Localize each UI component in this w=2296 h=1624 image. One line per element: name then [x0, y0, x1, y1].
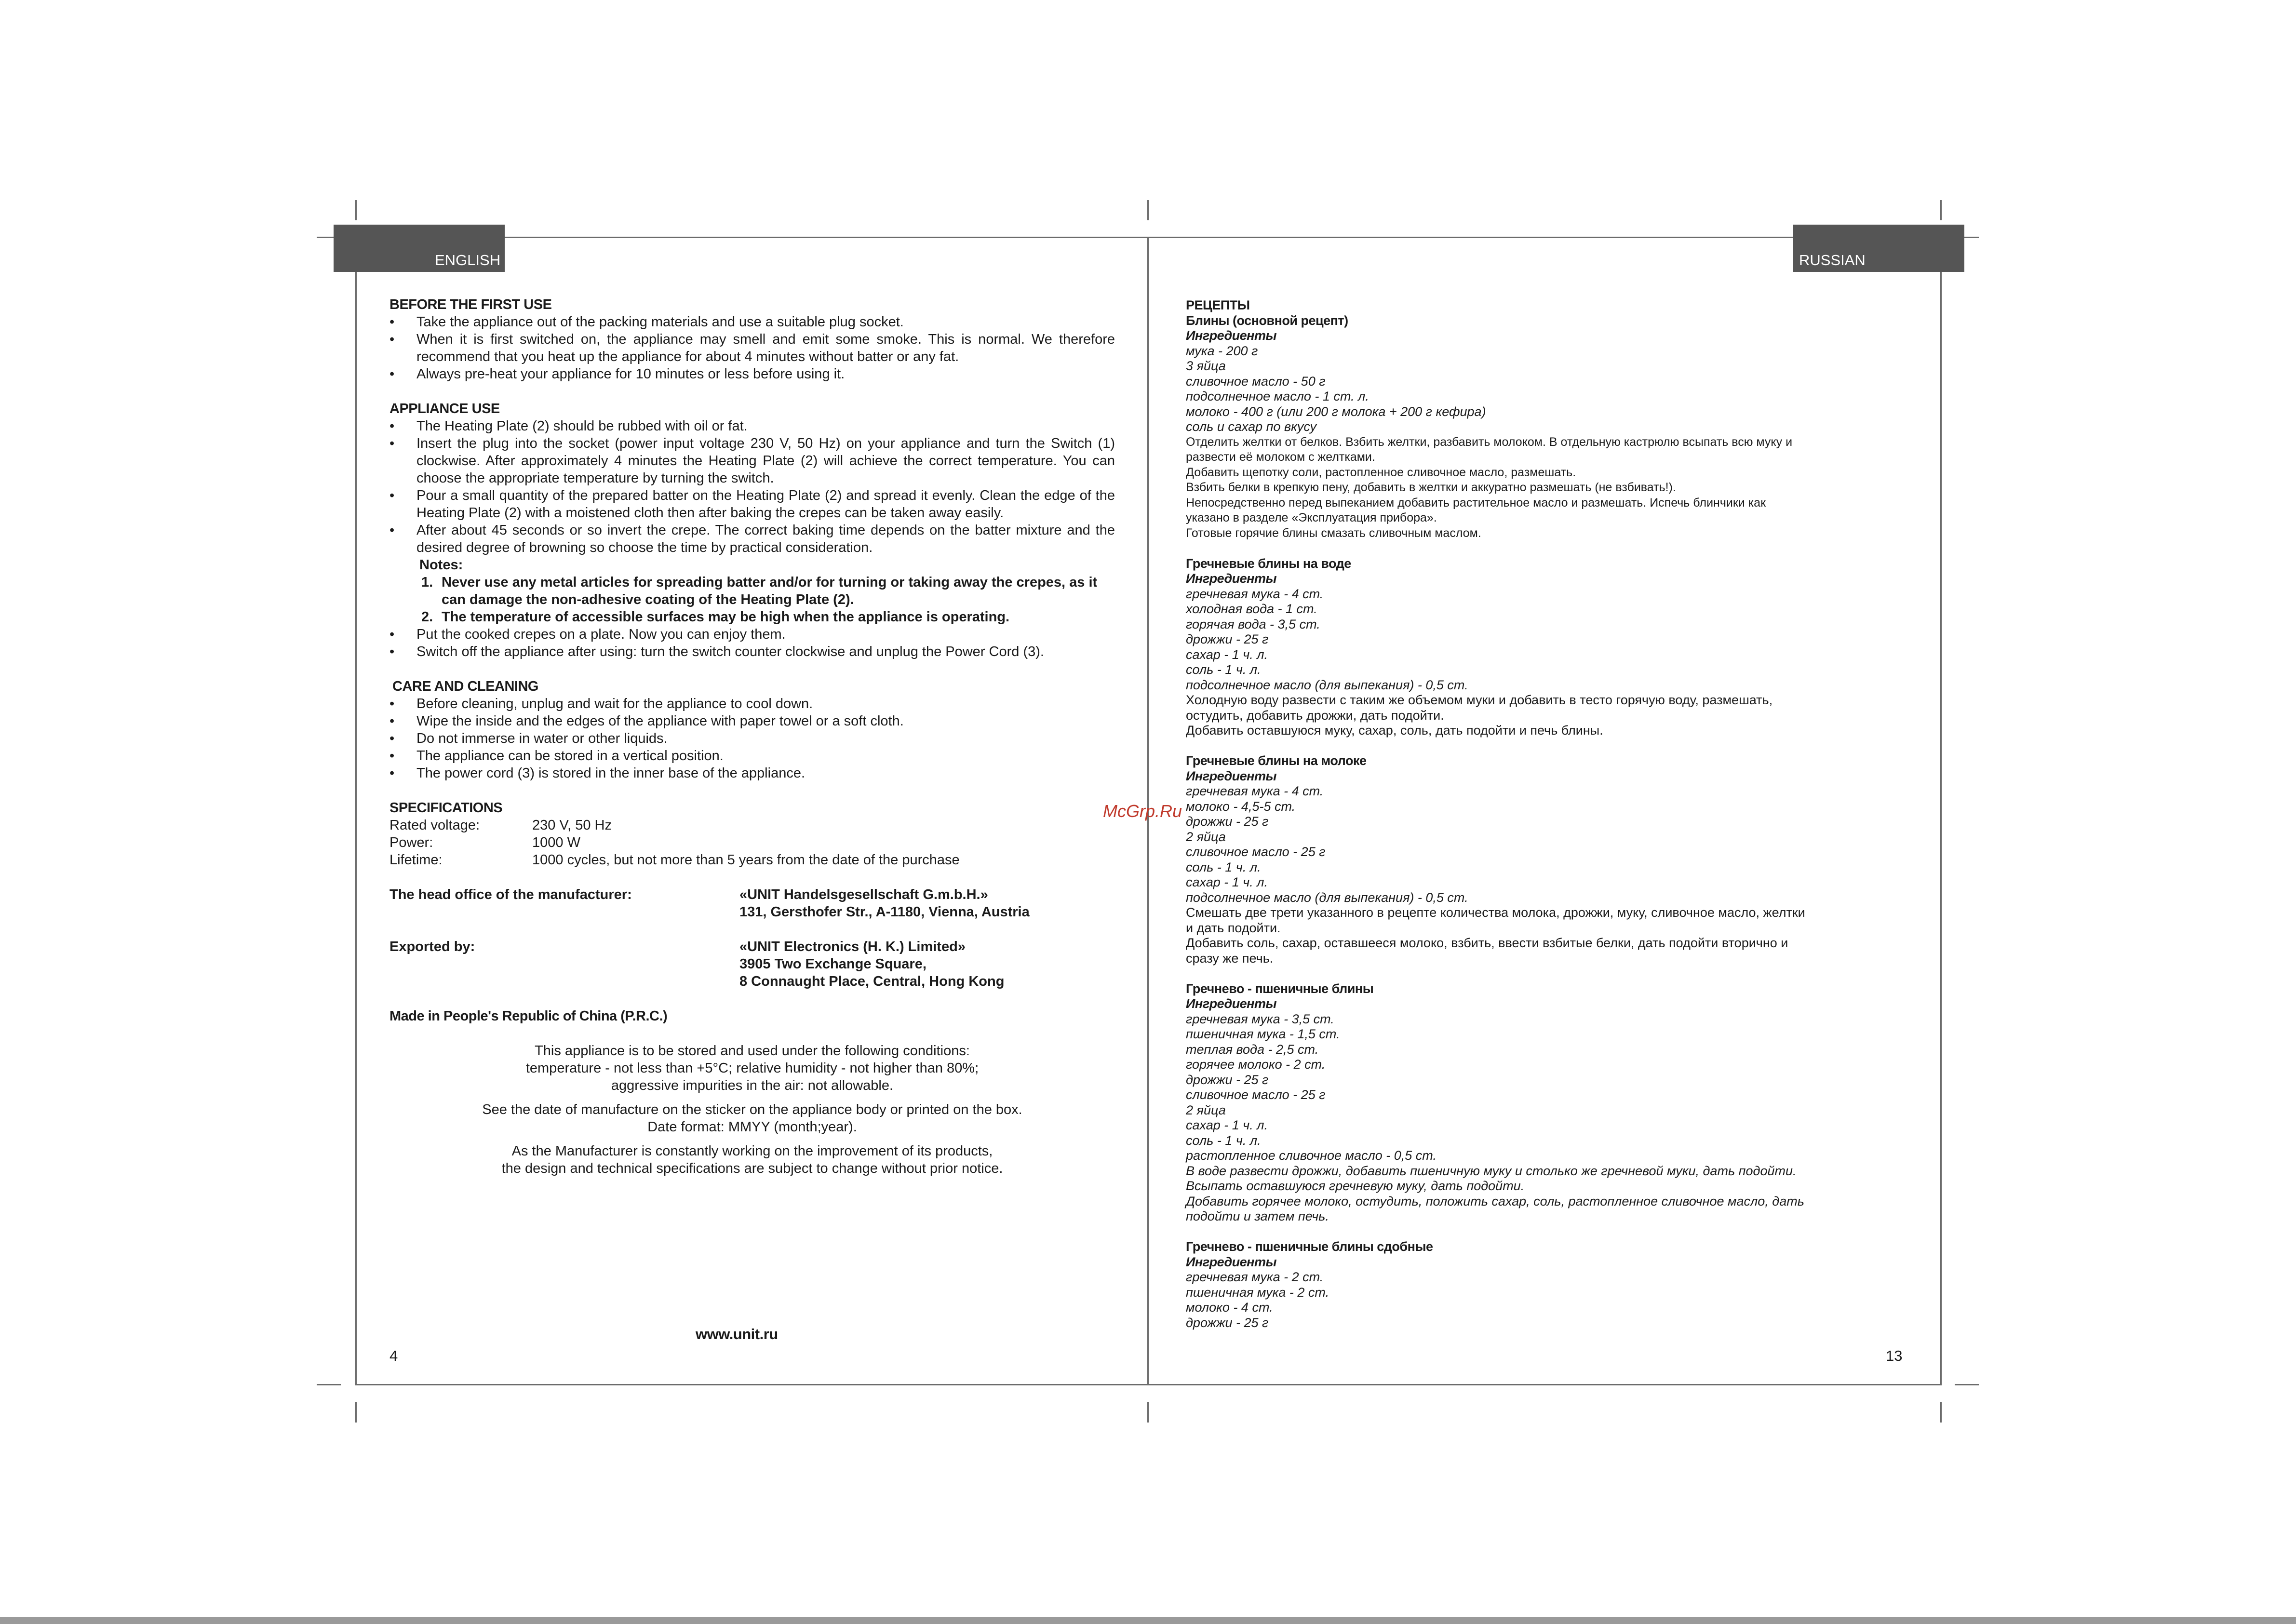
- ingredient: мука - 200 г: [1186, 343, 1258, 358]
- crop-mark-top-right: [1940, 200, 1942, 220]
- step-line: остудить, добавить дрожжи, дать подойти.: [1186, 708, 1444, 723]
- ingredient: 3 яйца: [1186, 359, 1226, 373]
- note-item: [389, 574, 1115, 608]
- ingredient: горячая вода - 3,5 ст.: [1186, 617, 1320, 631]
- note-item: [389, 608, 1115, 626]
- ingredient: гречневая мука - 3,5 ст.: [1186, 1011, 1334, 1026]
- list-item: • Take the appliance out of the packing materials and use a suitable plug socket.: [389, 313, 1115, 331]
- russian-page: [1186, 298, 1919, 1330]
- crop-mark-top-center: [1147, 200, 1149, 220]
- step-line: Добавить соль, сахар, оставшееся молоко, взбить, ввести взбитые белки, дать подойти вторично и: [1186, 936, 1788, 950]
- step-line: развести её молоком с желтками.: [1186, 450, 1375, 464]
- step-line: Отделить желтки от белков. Взбить желтки, разбавить молоком. В отдельную кастрюлю всыпать всю муку и: [1186, 435, 1793, 449]
- list-item: • Pour a small quantity of the prepared batter on the Heating Plate (2) and spread it evenly. Clean the edge of the Heating Plate (2) with a moistened cloth then after baking the crepes can be taken away easily.: [389, 487, 1115, 522]
- ingredient: горячее молоко - 2 ст.: [1186, 1057, 1326, 1072]
- address-line: 3905 Two Exchange Square,: [739, 956, 926, 972]
- spec-row: [389, 834, 1115, 851]
- list-item: • Wipe the inside and the edges of the appliance with paper towel or a soft cloth.: [389, 712, 1115, 730]
- ingredient: соль - 1 ч. л.: [1186, 1133, 1261, 1148]
- storage-conditions: [389, 1042, 1115, 1094]
- ingredient: 2 яйца: [1186, 829, 1226, 844]
- list-item: • Switch off the appliance after using: turn the switch counter clockwise and unplug the Power Cord (3).: [389, 643, 1115, 660]
- spec-value: 1000 W: [532, 835, 580, 850]
- crop-mark-bottom-left: [355, 1402, 357, 1423]
- list-item: • When it is first switched on, the appliance may smell and emit some smoke. This is normal. We therefore recommend that you heat up the appliance for about 4 minutes without batter or any fat.: [389, 331, 1115, 365]
- change-notice: [389, 1142, 1115, 1177]
- storage-line: This appliance is to be stored and used under the following conditions:: [535, 1043, 970, 1059]
- head-office-label: The head office of the manufacturer:: [389, 887, 632, 902]
- ingredient: молоко - 4,5-5 ст.: [1186, 799, 1296, 814]
- ingredient: сахар - 1 ч. л.: [1186, 647, 1268, 662]
- spec-key: Lifetime:: [389, 852, 443, 868]
- notes-label: Notes:: [419, 557, 463, 573]
- ingredient: сливочное масло - 25 г: [1186, 845, 1326, 859]
- step-line: и дать подойти.: [1186, 920, 1281, 935]
- head-office-block: [389, 886, 1115, 921]
- frame-left: [355, 237, 357, 1385]
- made-in-statement: Made in People's Republic of China (P.R.C.): [389, 1008, 668, 1024]
- storage-line: aggressive impurities in the air: not allowable.: [611, 1078, 894, 1093]
- watermark: McGrp.Ru: [1103, 801, 1182, 821]
- ingredient: гречневая мука - 2 ст.: [1186, 1270, 1324, 1284]
- list-item: • The Heating Plate (2) should be rubbed with oil or fat.: [389, 417, 1115, 435]
- storage-line: temperature - not less than +5°C; relative humidity - not higher than 80%;: [525, 1060, 979, 1076]
- crop-mark-bottom-right: [1940, 1402, 1942, 1423]
- language-tab-english: [334, 225, 505, 272]
- language-tab-russian-label: RUSSIAN: [1799, 252, 1866, 268]
- step-line: указано в разделе «Эксплуатация прибора».: [1186, 511, 1437, 524]
- ingredients-label: Ингредиенты: [1186, 768, 1277, 783]
- spec-key: Rated voltage:: [389, 818, 480, 833]
- step-line: Добавить оставшуюся муку, сахар, соль, дать подойти и печь блины.: [1186, 723, 1603, 738]
- section-title-appliance-use: APPLIANCE USE: [389, 401, 500, 416]
- ingredient: подсолнечное масло (для выпекания) - 0,5 ст.: [1186, 890, 1468, 905]
- recipe-title: Блины (основной рецепт): [1186, 313, 1348, 328]
- date-line: See the date of manufacture on the sticker on the appliance body or printed on the box.: [482, 1102, 1022, 1117]
- list-item: • Do not immerse in water or other liquids.: [389, 730, 1115, 747]
- ingredient: сливочное масло - 50 г: [1186, 374, 1326, 389]
- frame-right: [1940, 237, 1942, 1385]
- list-item: • Insert the plug into the socket (power input voltage 230 V, 50 Hz) on your appliance and turn the Switch (1) clockwise. After approximately 4 minutes the Heating Plate (2) will achieve the correct temperature. You can choose the appropriate temperature by turning the switch.: [389, 435, 1115, 487]
- address-line: «UNIT Electronics (H. K.) Limited»: [739, 939, 966, 954]
- recipes-title: РЕЦЕПТЫ: [1186, 298, 1250, 312]
- step-line: Готовые горячие блины смазать сливочным маслом.: [1186, 526, 1481, 540]
- crop-mark-top-left: [355, 200, 357, 220]
- spec-row: [389, 817, 1115, 834]
- exported-label: Exported by:: [389, 939, 475, 954]
- spec-key: Power:: [389, 835, 433, 850]
- notice-line: the design and technical specifications are subject to change without prior notice.: [501, 1161, 1003, 1176]
- list-item: • Put the cooked crepes on a plate. Now you can enjoy them.: [389, 626, 1115, 643]
- section-title-care-cleaning: CARE AND CLEANING: [392, 679, 538, 694]
- note-text: The temperature of accessible surfaces may be high when the appliance is operating.: [442, 609, 1010, 625]
- website-link[interactable]: www.unit.ru: [696, 1326, 778, 1342]
- section-title-before-first-use: BEFORE THE FIRST USE: [389, 297, 552, 312]
- crop-mark-left-bottom: [317, 1384, 341, 1385]
- ingredient: гречневая мука - 4 ст.: [1186, 784, 1324, 798]
- page-number-left: 4: [389, 1347, 398, 1364]
- recipe-title: Гречнево - пшеничные блины сдобные: [1186, 1239, 1433, 1254]
- step-line: Добавить горячее молоко, остудить, положить сахар, соль, растопленное сливочное масло, дать: [1186, 1194, 1804, 1208]
- address-line: 131, Gersthofer Str., A-1180, Vienna, Austria: [739, 904, 1030, 920]
- recipe-title: Гречневые блины на воде: [1186, 556, 1351, 571]
- ingredient: молоко - 400 г (или 200 г молока + 200 г кефира): [1186, 404, 1486, 419]
- list-item: • The power cord (3) is stored in the inner base of the appliance.: [389, 765, 1115, 782]
- language-tab-russian: [1793, 225, 1964, 272]
- ingredient: сахар - 1 ч. л.: [1186, 875, 1268, 889]
- ingredients-label: Ингредиенты: [1186, 328, 1277, 343]
- note-number: 1.: [421, 575, 433, 590]
- ingredient: теплая вода - 2,5 ст.: [1186, 1042, 1319, 1057]
- note-number: 2.: [421, 609, 433, 625]
- list-item: • Always pre-heat your appliance for 10 minutes or less before using it.: [389, 365, 1115, 383]
- exporter-block: [389, 938, 1115, 990]
- ingredients-label: Ингредиенты: [1186, 1254, 1277, 1269]
- step-line: В воде развести дрожжи, добавить пшеничную муку и столько же гречневой муки, дать подойти.: [1186, 1163, 1797, 1178]
- list-item: • The appliance can be stored in a vertical position.: [389, 747, 1115, 765]
- spec-value: 230 V, 50 Hz: [532, 818, 612, 833]
- step-line: Добавить щепотку соли, растопленное сливочное масло, размешать.: [1186, 465, 1576, 479]
- ingredient: пшеничная мука - 1,5 ст.: [1186, 1027, 1340, 1041]
- ingredient: соль и сахар по вкусу: [1186, 419, 1317, 434]
- spec-row: [389, 851, 1115, 869]
- step-line: сразу же печь.: [1186, 951, 1274, 966]
- ingredients-label: Ингредиенты: [1186, 571, 1277, 586]
- page-bottom-band: [0, 1617, 2296, 1624]
- section-title-specifications: SPECIFICATIONS: [389, 800, 503, 816]
- exporter-address: [739, 938, 1004, 990]
- ingredient: дрожжи - 25 г: [1186, 814, 1269, 829]
- recipe-title: Гречневые блины на молоке: [1186, 753, 1367, 768]
- ingredient: растопленное сливочное масло - 0,5 ст.: [1186, 1148, 1437, 1163]
- ingredient: соль - 1 ч. л.: [1186, 662, 1261, 677]
- ingredient: молоко - 4 ст.: [1186, 1300, 1273, 1315]
- spec-value: 1000 cycles, but not more than 5 years from the date of the purchase: [532, 852, 960, 868]
- english-page: [389, 296, 1115, 1177]
- recipe-title: Гречнево - пшеничные блины: [1186, 981, 1374, 996]
- ingredient: подсолнечное масло (для выпекания) - 0,5 ст.: [1186, 677, 1468, 692]
- head-office-address: [739, 886, 1030, 921]
- ingredient: дрожжи - 25 г: [1186, 1315, 1269, 1330]
- ingredient: подсолнечное масло - 1 ст. л.: [1186, 389, 1369, 403]
- address-line: «UNIT Handelsgesellschaft G.m.b.H.»: [739, 887, 988, 902]
- ingredient: дрожжи - 25 г: [1186, 1072, 1269, 1087]
- ingredient: пшеничная мука - 2 ст.: [1186, 1285, 1329, 1300]
- crop-mark-bottom-center: [1147, 1402, 1149, 1423]
- ingredient: соль - 1 ч. л.: [1186, 859, 1261, 874]
- note-text: Never use any metal articles for spreading batter and/or for turning or taking away the crepes, as it can damage the non-adhesive coating of the Heating Plate (2).: [442, 575, 1098, 607]
- step-line: Смешать две трети указанного в рецепте количества молока, дрожжи, муку, сливочное масло, желтки: [1186, 905, 1805, 920]
- ingredient: 2 яйца: [1186, 1102, 1226, 1117]
- ingredient: сливочное масло - 25 г: [1186, 1087, 1326, 1102]
- list-item: • Before cleaning, unplug and wait for the appliance to cool down.: [389, 695, 1115, 712]
- list-item: • After about 45 seconds or so invert the crepe. The correct baking time depends on the batter mixture and the desired degree of browning so choose the time by practical consideration.: [389, 522, 1115, 556]
- ingredient: сахар - 1 ч. л.: [1186, 1118, 1268, 1132]
- step-line: Холодную воду развести с таким же объемом муки и добавить в тесто горячую воду, размешать,: [1186, 693, 1773, 707]
- language-tab-english-label: ENGLISH: [435, 252, 501, 268]
- step-line: Всыпать оставшуюся гречневую муку, дать подойти.: [1186, 1179, 1525, 1193]
- notice-line: As the Manufacturer is constantly working on the improvement of its products,: [511, 1143, 993, 1159]
- date-line: Date format: MMYY (month;year).: [647, 1119, 857, 1135]
- manufacture-date-note: [389, 1101, 1115, 1136]
- crop-mark-right-bottom: [1955, 1384, 1979, 1385]
- step-line: Взбить белки в крепкую пену, добавить в желтки и аккуратно размешать (не взбивать!).: [1186, 481, 1676, 494]
- step-line: Непосредственно перед выпеканием добавить растительное масло и размешать. Испечь блинчики как: [1186, 496, 1766, 510]
- page-number-right: 13: [1886, 1347, 1903, 1364]
- ingredient: дрожжи - 25 г: [1186, 632, 1269, 646]
- step-line: подойти и затем печь.: [1186, 1209, 1329, 1223]
- ingredients-label: Ингредиенты: [1186, 996, 1277, 1011]
- ingredient: холодная вода - 1 ст.: [1186, 602, 1317, 616]
- address-line: 8 Connaught Place, Central, Hong Kong: [739, 974, 1005, 989]
- ingredient: гречневая мука - 4 ст.: [1186, 586, 1324, 601]
